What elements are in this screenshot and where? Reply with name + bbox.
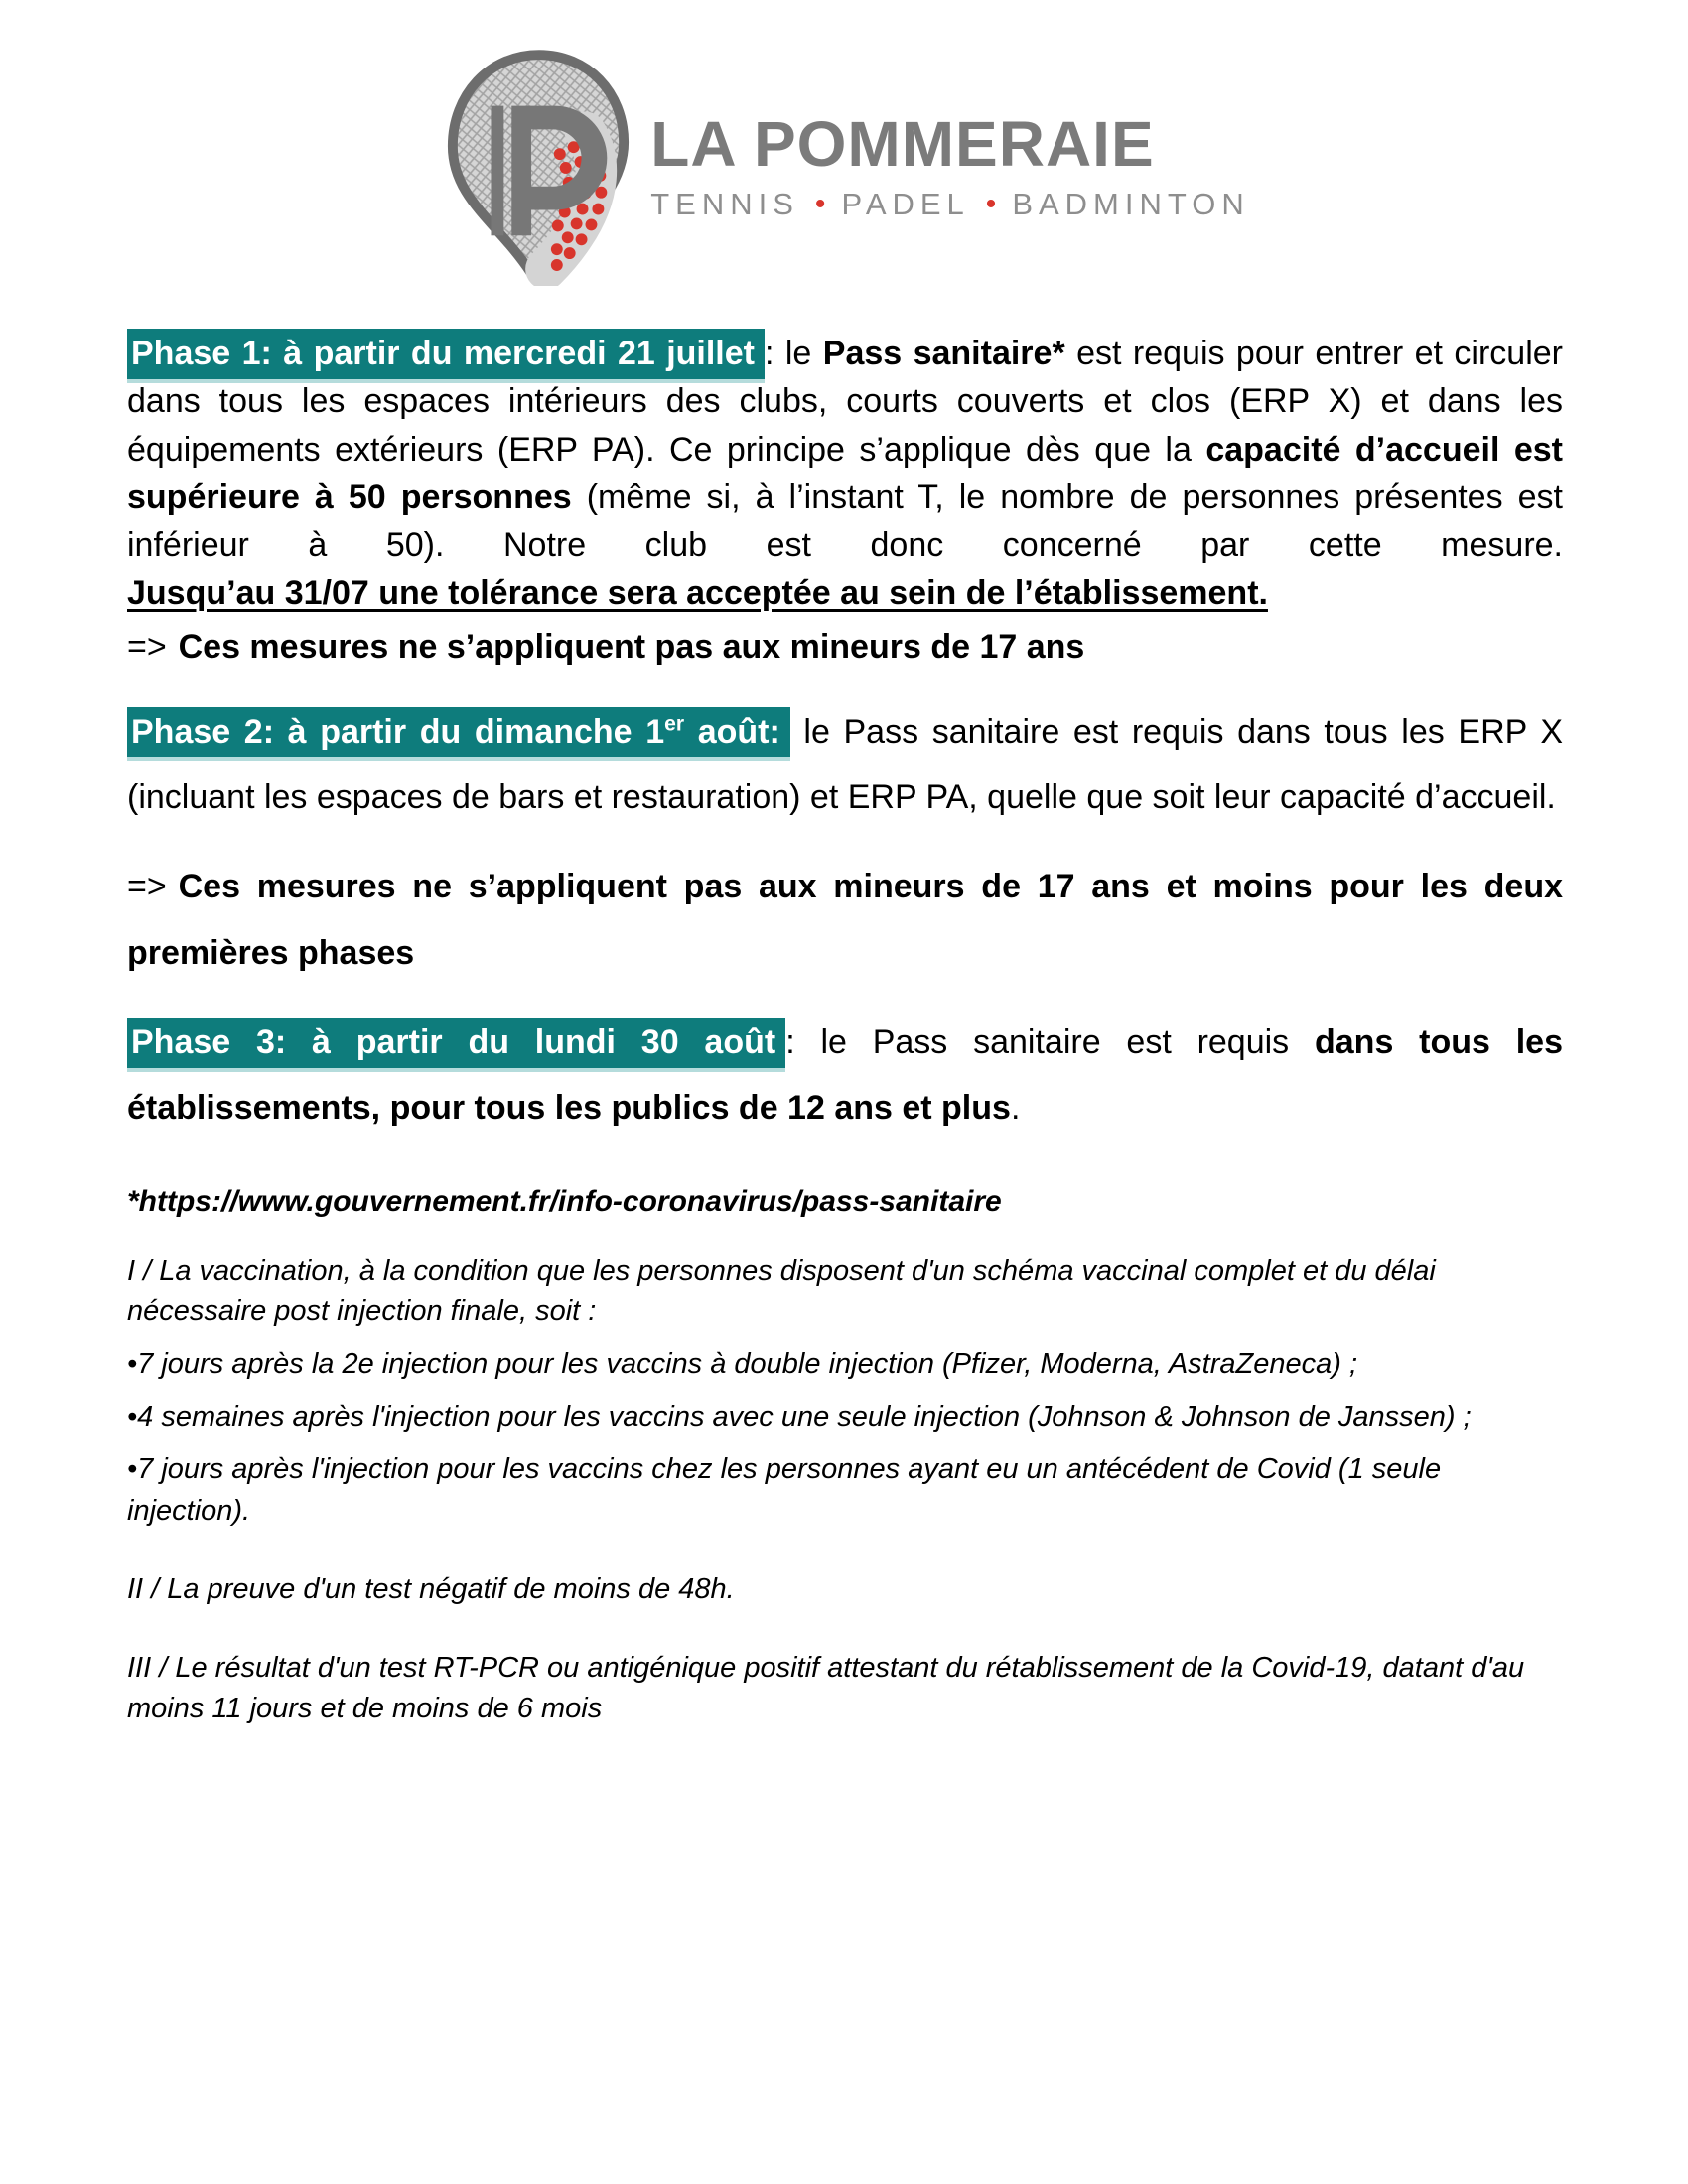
phase-3-paragraph: [127, 1010, 1563, 1142]
footnote-bullet: •7 jours après l'injection pour les vaccins chez les personnes ayant eu un antécédent de Covid (1 seule injection).: [127, 1453, 1442, 1527]
arrow-glyph: =>: [127, 868, 167, 906]
club-logo: [127, 48, 1563, 286]
tagline-sport-badminton: BADMINTON: [1012, 186, 1250, 221]
phase-3-heading: Phase 3: à partir du lundi 30 août: [127, 1018, 785, 1072]
footnote-bullet: •7 jours après la 2e injection pour les vaccins à double injection (Pfizer, Moderna, AstraZeneca) ;: [127, 1347, 1357, 1380]
tagline-separator-dot: •: [985, 187, 997, 220]
capacity-bold: capacité d’accueil est supérieure à 50 personnes: [127, 430, 1563, 516]
phase-2-heading: [127, 707, 790, 761]
phase-1-text: (même si, à l’instant T, le nombre de personnes présentes est inférieur à 50). Notre club est donc concerné par cette mesure.: [127, 478, 1563, 565]
phase-3-bold: dans tous les établissements, pour tous les publics de 12 ans et plus: [127, 1024, 1563, 1128]
pass-sanitaire-url: *https://www.gouvernement.fr/info-coronavirus/pass-sanitaire: [127, 1184, 1002, 1218]
arrow-glyph: =>: [127, 627, 167, 666]
pass-sanitaire-bold: Pass sanitaire*: [822, 335, 1065, 372]
tagline-sport-padel: PADEL: [841, 186, 970, 221]
tagline-separator-dot: •: [814, 187, 826, 220]
tolerance-note: Jusqu’au 31/07 une tolérance sera acceptée au sein de l’établissement.: [127, 574, 1268, 613]
footnotes-section: [127, 1185, 1563, 1730]
phase-3-text: .: [1010, 1089, 1021, 1128]
phase-3-section: [127, 1010, 1563, 1142]
footnote-bullet: •4 semaines après l'injection pour les vaccins avec une seule injection (Johnson & Johnson de Janssen) ;: [127, 1401, 1472, 1433]
phase-2-section: [127, 699, 1563, 986]
brand-text: [650, 108, 1250, 221]
phase-3-text: : le Pass sanitaire est requis: [785, 1024, 1315, 1062]
phase-1-heading: Phase 1: à partir du mercredi 21 juillet: [127, 329, 765, 383]
phase-2-text: le Pass sanitaire est requis dans tous les ERP X (incluant les espaces de bars et restauration) et ERP PA, quelle que soit leur capacité d’accueil.: [127, 712, 1563, 817]
footnote-test-positif: III / Le résultat d'un test RT-PCR ou antigénique positif attestant du rétablissement de la Covid-19, datant d'au moins 11 jours et de moins de 6 mois: [127, 1651, 1525, 1725]
phase-1-paragraph: [127, 330, 1563, 569]
phase-2-heading-text: août:: [684, 712, 780, 751]
phase-2-minors-note: [127, 854, 1563, 986]
brand-name: LA POMMERAIE: [650, 108, 1155, 181]
superscript-er: er: [664, 712, 685, 736]
phase-2-heading-text: Phase 2: à partir du dimanche 1: [131, 712, 665, 751]
brand-tagline: [650, 187, 1250, 222]
phase-1-text: est requis pour entrer et circuler dans tous les espaces intérieurs des clubs, courts couverts et clos (ERP X) et dans les équipements extérieurs (ERP PA). Ce principe s’applique dès que la: [127, 335, 1564, 469]
tagline-sport-tennis: TENNIS: [650, 186, 799, 221]
phase-1-minors-note: [127, 623, 1563, 671]
phase-1-minors-note-text: Ces mesures ne s’appliquent pas aux mineurs de 17 ans: [178, 627, 1085, 666]
racket-icon: [440, 48, 636, 286]
phase-2-paragraph: [127, 699, 1563, 831]
footnote-test-negatif: II / La preuve d'un test négatif de moins de 48h.: [127, 1572, 735, 1605]
footnote-vaccination: I / La vaccination, à la condition que les personnes disposent d'un schéma vaccinal complet et du délai nécessaire post injection finale, soit :: [127, 1254, 1436, 1327]
phase-1-text: : le: [765, 335, 823, 372]
phase-1-section: [127, 330, 1563, 671]
phase-2-minors-note-text: Ces mesures ne s’appliquent pas aux mineurs de 17 ans et moins pour les deux premières phases: [127, 868, 1563, 972]
